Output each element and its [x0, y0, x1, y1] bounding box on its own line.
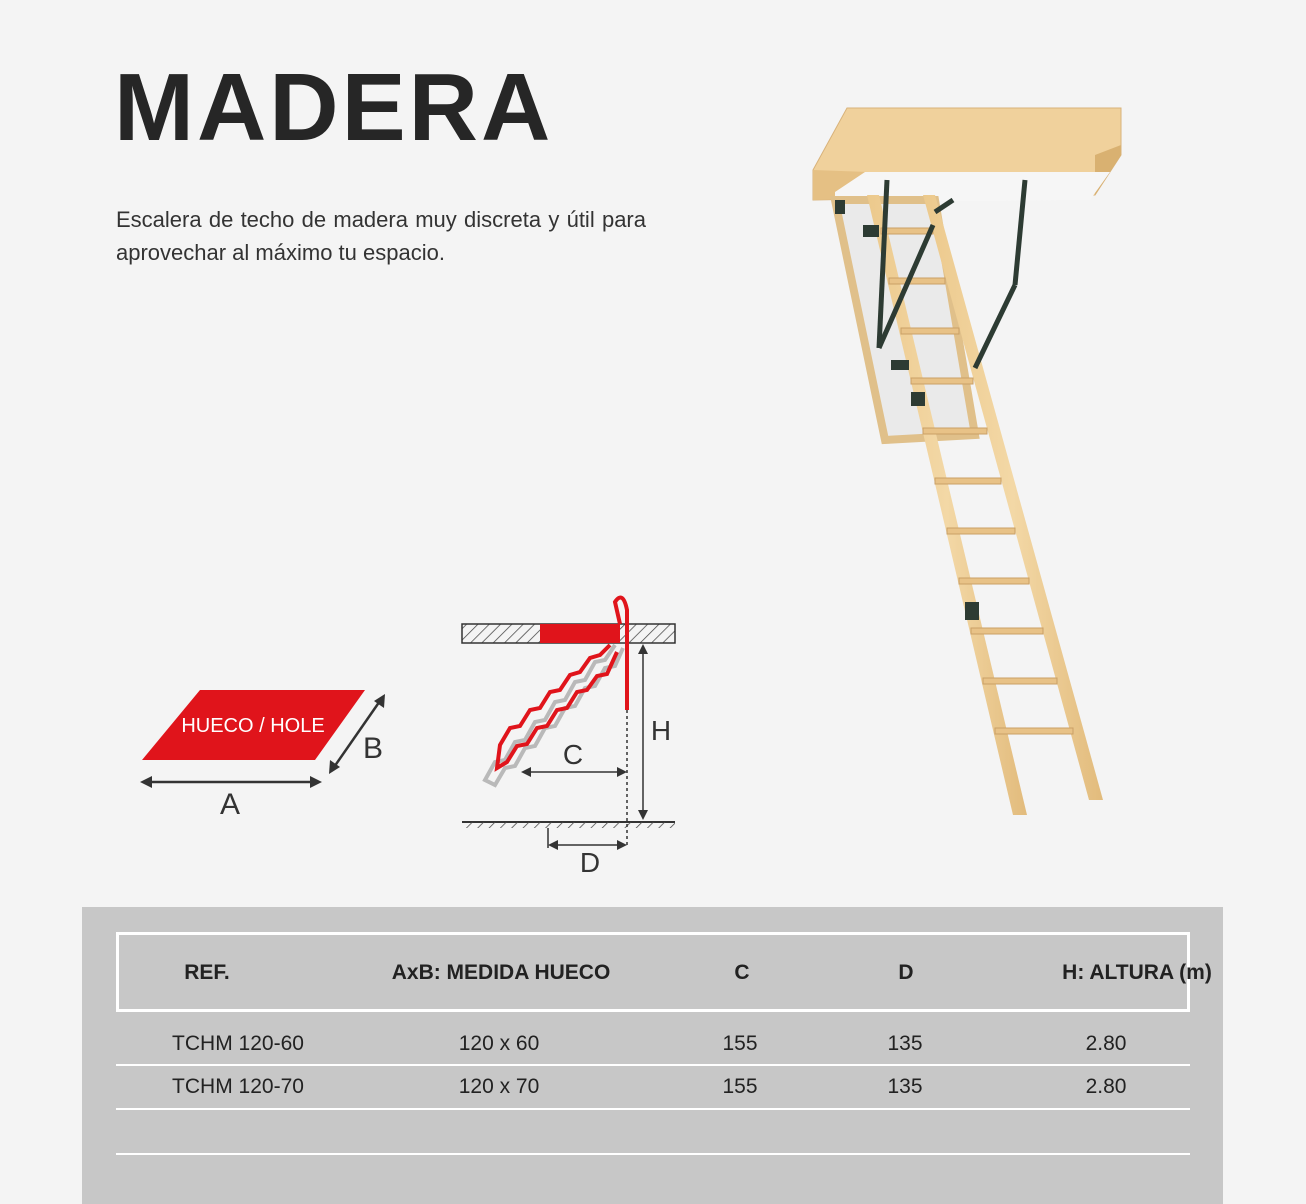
specs-table [82, 907, 1223, 1204]
table-header [116, 932, 1212, 1012]
cell-ref: TCHM 120-60 [172, 1032, 304, 1055]
page-title: MADERA [114, 54, 554, 161]
hole-label: HUECO / HOLE [181, 715, 325, 737]
cell-hole-size: 120 x 70 [458, 1075, 540, 1098]
dim-c-label: C [562, 739, 584, 770]
header-hole-size: AxB: MEDIDA HUECO [391, 961, 611, 984]
dim-a-label: A [219, 788, 241, 821]
attic-ladder-image [805, 100, 1135, 830]
cell-d: 135 [887, 1032, 923, 1055]
header-ref: REF. [184, 961, 230, 984]
product-description: Escalera de techo de madera muy discreta y útil para aprovechar al máximo tu espacio. [116, 207, 646, 265]
dim-h-label: H [650, 715, 672, 746]
cell-height: 2.80 [1085, 1032, 1127, 1055]
cell-hole-size: 120 x 60 [458, 1032, 540, 1055]
row-divider [116, 1153, 1190, 1155]
header-c: C [734, 961, 750, 984]
header-d: D [898, 961, 914, 984]
cell-c: 155 [722, 1075, 758, 1098]
dim-d-label: D [579, 847, 601, 878]
hole-dimensions-diagram [130, 680, 400, 825]
side-view-diagram [455, 590, 685, 880]
row-divider [116, 1108, 1190, 1110]
cell-d: 135 [887, 1075, 923, 1098]
cell-height: 2.80 [1085, 1075, 1127, 1098]
table-row [116, 1065, 1190, 1109]
table-row [116, 1022, 1190, 1066]
cell-c: 155 [722, 1032, 758, 1055]
cell-ref: TCHM 120-70 [172, 1075, 304, 1098]
dim-b-label: B [362, 732, 384, 765]
header-height: H: ALTURA (m) [1062, 961, 1212, 984]
